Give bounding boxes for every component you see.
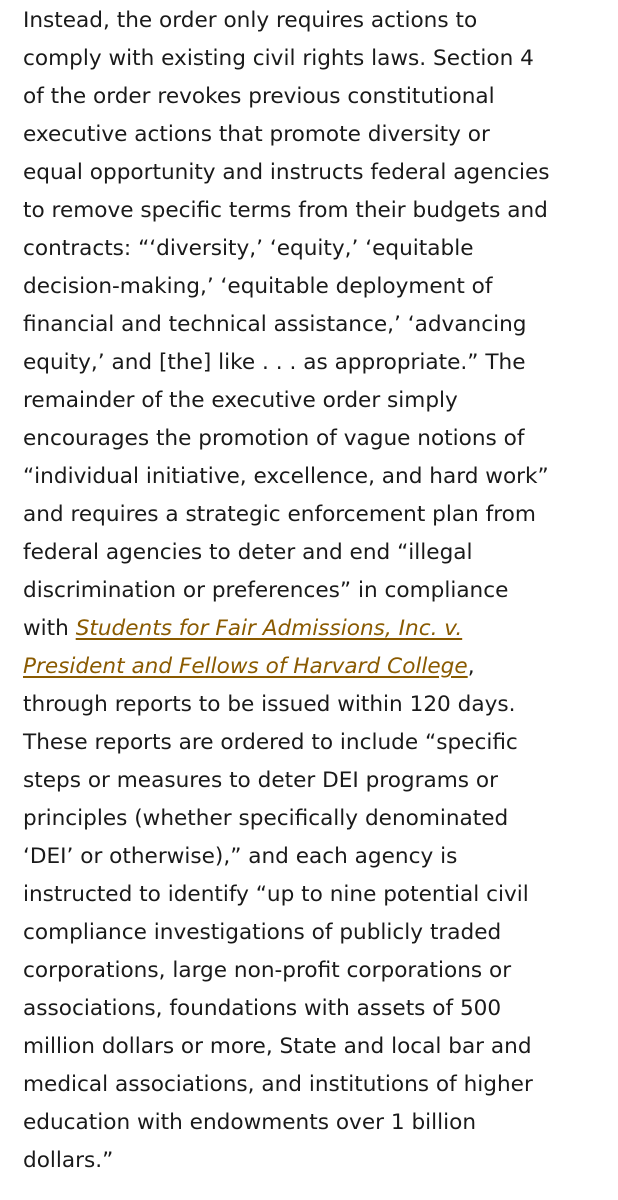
text-line: to remove specific terms from their budgets and	[23, 198, 548, 223]
text-line: These reports are ordered to include “specific	[23, 730, 518, 755]
case-citation-link-continued[interactable]: President and Fellows of Harvard College	[23, 654, 468, 679]
text-line: ‘DEI’ or otherwise),” and each agency is	[23, 844, 458, 869]
text-line-with-link	[23, 648, 613, 686]
link-prefix-text: with	[23, 616, 76, 641]
text-line: and requires a strategic enforcement plan from	[23, 502, 536, 527]
text-line: contracts: “‘diversity,’ ‘equity,’ ‘equitable	[23, 236, 474, 261]
text-line: corporations, large non-profit corporations or	[23, 958, 512, 983]
text-line-with-link	[23, 610, 613, 648]
text-line: associations, foundations with assets of 500	[23, 996, 502, 1021]
text-line: million dollars or more, State and local bar and	[23, 1034, 532, 1059]
text-line: executive actions that promote diversity or	[23, 122, 490, 147]
article-paragraph	[23, 0, 613, 1180]
text-line: steps or measures to deter DEI programs or	[23, 768, 498, 793]
case-citation-link[interactable]: Students for Fair Admissions, Inc. v.	[75, 616, 463, 641]
text-line: equity,’ and [the] like . . . as appropriate.” The	[23, 350, 526, 375]
link-suffix-text: ,	[467, 654, 475, 679]
text-line: remainder of the executive order simply	[23, 388, 458, 413]
text-line: Instead, the order only requires actions to	[23, 8, 478, 33]
text-line: compliance investigations of publicly traded	[23, 920, 502, 945]
text-line: decision-making,’ ‘equitable deployment of	[23, 274, 493, 299]
text-line: instructed to identify “up to nine potential civil	[23, 882, 529, 907]
text-line: financial and technical assistance,’ ‘advancing	[23, 312, 527, 337]
text-line: of the order revokes previous constitutional	[23, 84, 495, 109]
text-line: “individual initiative, excellence, and hard work”	[23, 464, 549, 489]
text-line: equal opportunity and instructs federal agencies	[23, 160, 550, 185]
text-line: federal agencies to deter and end “illegal	[23, 540, 473, 565]
text-line: education with endowments over 1 billion	[23, 1110, 477, 1135]
text-line: discrimination or preferences” in compliance	[23, 578, 509, 603]
text-line: dollars.”	[23, 1148, 114, 1173]
text-line: through reports to be issued within 120 days.	[23, 692, 516, 717]
text-line: encourages the promotion of vague notions of	[23, 426, 525, 451]
text-line: comply with existing civil rights laws. Section 4	[23, 46, 534, 71]
text-line: medical associations, and institutions of higher	[23, 1072, 533, 1097]
text-line: principles (whether specifically denominated	[23, 806, 509, 831]
